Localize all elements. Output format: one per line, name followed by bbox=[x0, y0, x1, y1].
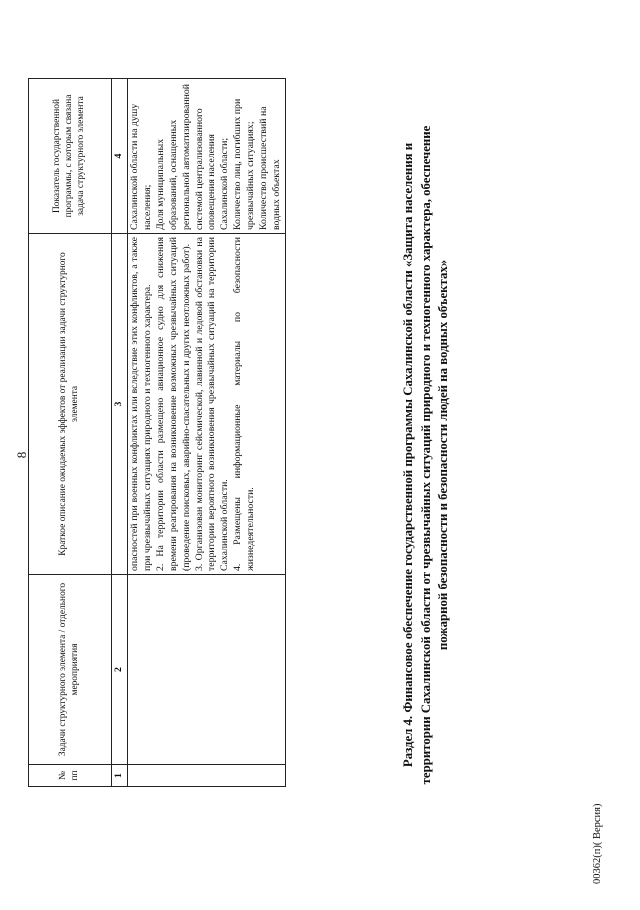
row-num-cell bbox=[127, 765, 285, 787]
row-task-cell bbox=[127, 575, 285, 765]
header-effects: Краткое описание ожидаемых эффектов от реализации задачи структурного элемента bbox=[29, 234, 112, 575]
indicator-item: Доля муниципальных образований, оснащенных региональной автоматизированной системой централизованного оповещения населения Сахалинской области; bbox=[154, 83, 231, 230]
column-number: 4 bbox=[112, 79, 128, 234]
header-num: № пп bbox=[29, 765, 112, 787]
indicator-item: Сахалинской области на душу населения; bbox=[128, 103, 153, 230]
indicator-item: Количество лиц, погибших при чрезвычайных ситуациях; bbox=[232, 98, 257, 230]
section-title-line: Раздел 4. Финансовое обеспечение государственной программы Сахалинской области «Защита населения и bbox=[401, 142, 415, 768]
effect-item: 2. На территории области размещено авиационное судно для снижения времени реагирования на возникновение возможных чрезвычайных ситуаций (проведение поисковых, аварийно-спасательных и других неотложных работ). bbox=[154, 237, 192, 571]
section-title-line: пожарной безопасности и безопасности людей на водных объектах» bbox=[436, 259, 451, 651]
header-indicator: Показатель государственной программы, с которым связана задача структурного элемента bbox=[29, 79, 112, 234]
footer-code: 00362(п)( Версия) bbox=[592, 803, 603, 884]
column-number: 1 bbox=[112, 765, 128, 787]
program-table bbox=[28, 78, 286, 787]
effect-item: 4. Размещены информационные материалы по безопасности жизнедеятельности. bbox=[232, 237, 257, 571]
column-number: 2 bbox=[112, 575, 128, 765]
section-title-line: территории Сахалинской области от чрезвычайных ситуаций природного и техногенного характера, обеспечение bbox=[418, 125, 433, 785]
column-number: 3 bbox=[112, 234, 128, 575]
effect-item: опасностей при военных конфликтах или вследствие этих конфликтов, а также при чрезвычайных ситуациях природного и техногенного характера. bbox=[128, 237, 153, 571]
section-title bbox=[400, 60, 453, 850]
row-indicators-cell bbox=[127, 79, 285, 234]
effect-item: 3. Организован мониторинг сейсмической, лавинной и ледовой обстановки на территории вероятного возникновения чрезвычайных ситуаций на территории Сахалинской области. bbox=[193, 237, 231, 571]
column-number-row bbox=[112, 79, 128, 787]
indicator-item: Количество происшествий на водных объектах bbox=[258, 106, 283, 230]
table-row bbox=[127, 79, 285, 787]
page-number: 8 bbox=[14, 451, 29, 459]
row-effects-cell bbox=[127, 234, 285, 575]
table-header-row bbox=[29, 79, 112, 787]
header-task: Задачи структурного элемента / отдельного мероприятия bbox=[29, 575, 112, 765]
